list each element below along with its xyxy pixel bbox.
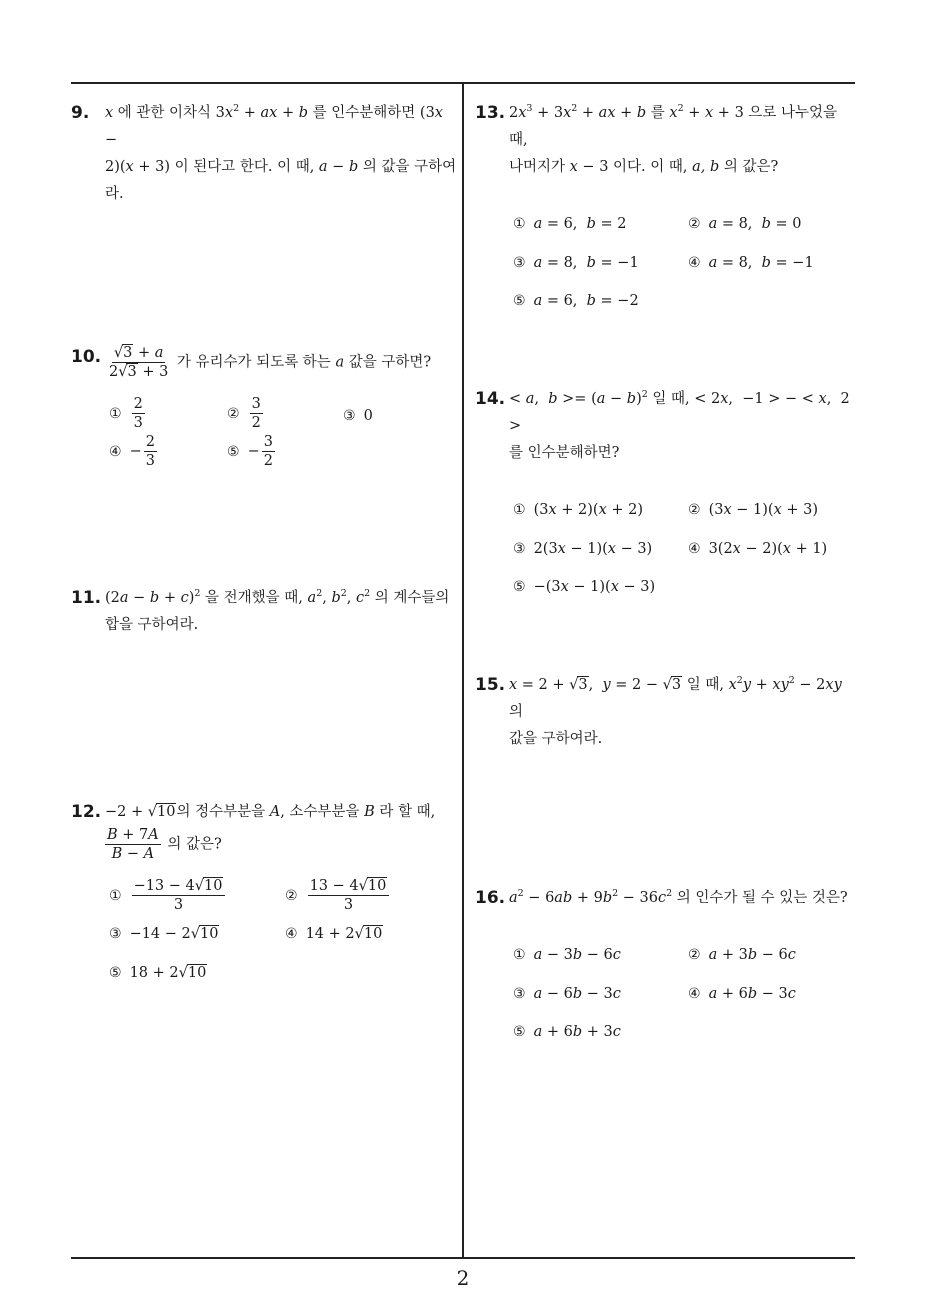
choice-4[interactable]: ④ 14 + 2√10 <box>285 926 383 942</box>
choice-2[interactable]: ② (3x − 1)(x + 3) <box>688 502 818 518</box>
choices <box>475 497 860 607</box>
question-text: $2x^3 + 3x^2$ + ax + b 를 $x^2 + x + 3$ 으로 나누었을 때, 나머지가 x − 3 이다. 이 때, a, b 의 값은? <box>509 103 838 175</box>
choice-5[interactable]: ⑤ 18 + 2√10 <box>109 965 207 981</box>
question-11 <box>71 585 459 639</box>
choice-1[interactable]: ① $\frac{-13 - 4√10}{3}$ <box>109 877 227 914</box>
choice-4[interactable]: ④ − $\frac{2}{3}$ <box>109 434 155 469</box>
choice-3[interactable]: ③ 0 <box>343 408 373 424</box>
page-number: 2 <box>456 1266 470 1290</box>
question-text: −2 + √10의 정수부분을 A, 소수부분을 B 라 할 때, $\frac{B + 7A}{B - A}$ 의 값은? <box>105 804 436 862</box>
choice-4[interactable]: ④ a = 8, b = −1 <box>688 255 814 271</box>
choice-3[interactable]: ③ −14 − 2√10 <box>109 926 219 942</box>
question-text: x = 2 + √3, y = 2 − √3 일 때, $x^2y + xy^2 - 2xy$ 의 값을 구하여라. <box>509 675 842 747</box>
question-number: 13. <box>475 103 506 123</box>
choice-4[interactable]: ④ 3(2x − 2)(x + 1) <box>688 541 828 557</box>
choice-3[interactable]: ③ a = 8, b = −1 <box>513 255 639 271</box>
question-text: < a, $b >= (a - b)^2$ 일 때, < 2x, −1 > − < x, 2 > 를 인수분해하면? <box>509 389 850 461</box>
question-number: 15. <box>475 675 506 695</box>
choice-3[interactable]: ③ a − 6b − 3c <box>513 986 621 1002</box>
choice-3[interactable]: ③ 2(3x − 1)(x − 3) <box>513 541 653 557</box>
choice-1[interactable]: ① (3x + 2)(x + 2) <box>513 502 643 518</box>
question-number: 12. <box>71 802 102 822</box>
choices <box>475 211 860 321</box>
choices <box>475 942 860 1052</box>
choice-2[interactable]: ② $\frac{13 - 4√10}{3}$ <box>285 877 391 914</box>
question-9 <box>71 100 459 208</box>
question-number: 9. <box>71 103 90 123</box>
fraction: $\frac{√3 + a}{2√3 + 3}$ <box>109 345 169 380</box>
choice-5[interactable]: ⑤ − $\frac{3}{2}$ <box>227 434 273 469</box>
question-number: 16. <box>475 888 506 908</box>
choice-2[interactable]: ② a = 8, b = 0 <box>688 216 802 232</box>
question-14 <box>475 386 860 607</box>
choices <box>71 877 459 987</box>
question-text: $\frac{√3 + a}{2√3 + 3}$ 가 유리수가 되도록 하는 a 값을 구하면? <box>109 345 432 380</box>
bottom-rule <box>71 1257 855 1259</box>
column-divider <box>462 82 464 1258</box>
question-15 <box>475 672 860 753</box>
choice-1[interactable]: ① $\frac{2}{3}$ <box>109 396 143 431</box>
question-16 <box>475 885 860 1052</box>
question-text: $a^2 - 6ab + 9b^2 - 36c^2$ 의 인수가 될 수 있는 것은? <box>509 888 848 906</box>
choice-2[interactable]: ② $\frac{3}{2}$ <box>227 396 261 431</box>
choices <box>71 395 459 475</box>
question-12 <box>71 799 459 987</box>
choice-1[interactable]: ① a − 3b − 6c <box>513 947 621 963</box>
choice-4[interactable]: ④ a + 6b − 3c <box>688 986 796 1002</box>
choice-5[interactable]: ⑤ a + 6b + 3c <box>513 1024 621 1040</box>
choice-1[interactable]: ① a = 6, b = 2 <box>513 216 627 232</box>
question-10 <box>71 344 459 475</box>
choice-2[interactable]: ② a + 3b − 6c <box>688 947 796 963</box>
choice-5[interactable]: ⑤ −(3x − 1)(x − 3) <box>513 579 656 595</box>
question-text: x 에 관한 이차식 $3x^2$ + ax + b 를 인수분해하면 (3x − 2)(x + 3) 이 된다고 한다. 이 때, a − b 의 값을 구하여라. <box>105 103 457 202</box>
question-number: 10. <box>71 347 102 367</box>
question-text: $(2a - b + c)^2$ 을 전개했을 때, $a^2$, $b^2$, $c^2$ 의 계수들의 합을 구하여라. <box>105 588 450 633</box>
question-13 <box>475 100 860 321</box>
question-number: 11. <box>71 588 102 608</box>
choice-5[interactable]: ⑤ a = 6, b = −2 <box>513 293 639 309</box>
question-number: 14. <box>475 389 506 409</box>
